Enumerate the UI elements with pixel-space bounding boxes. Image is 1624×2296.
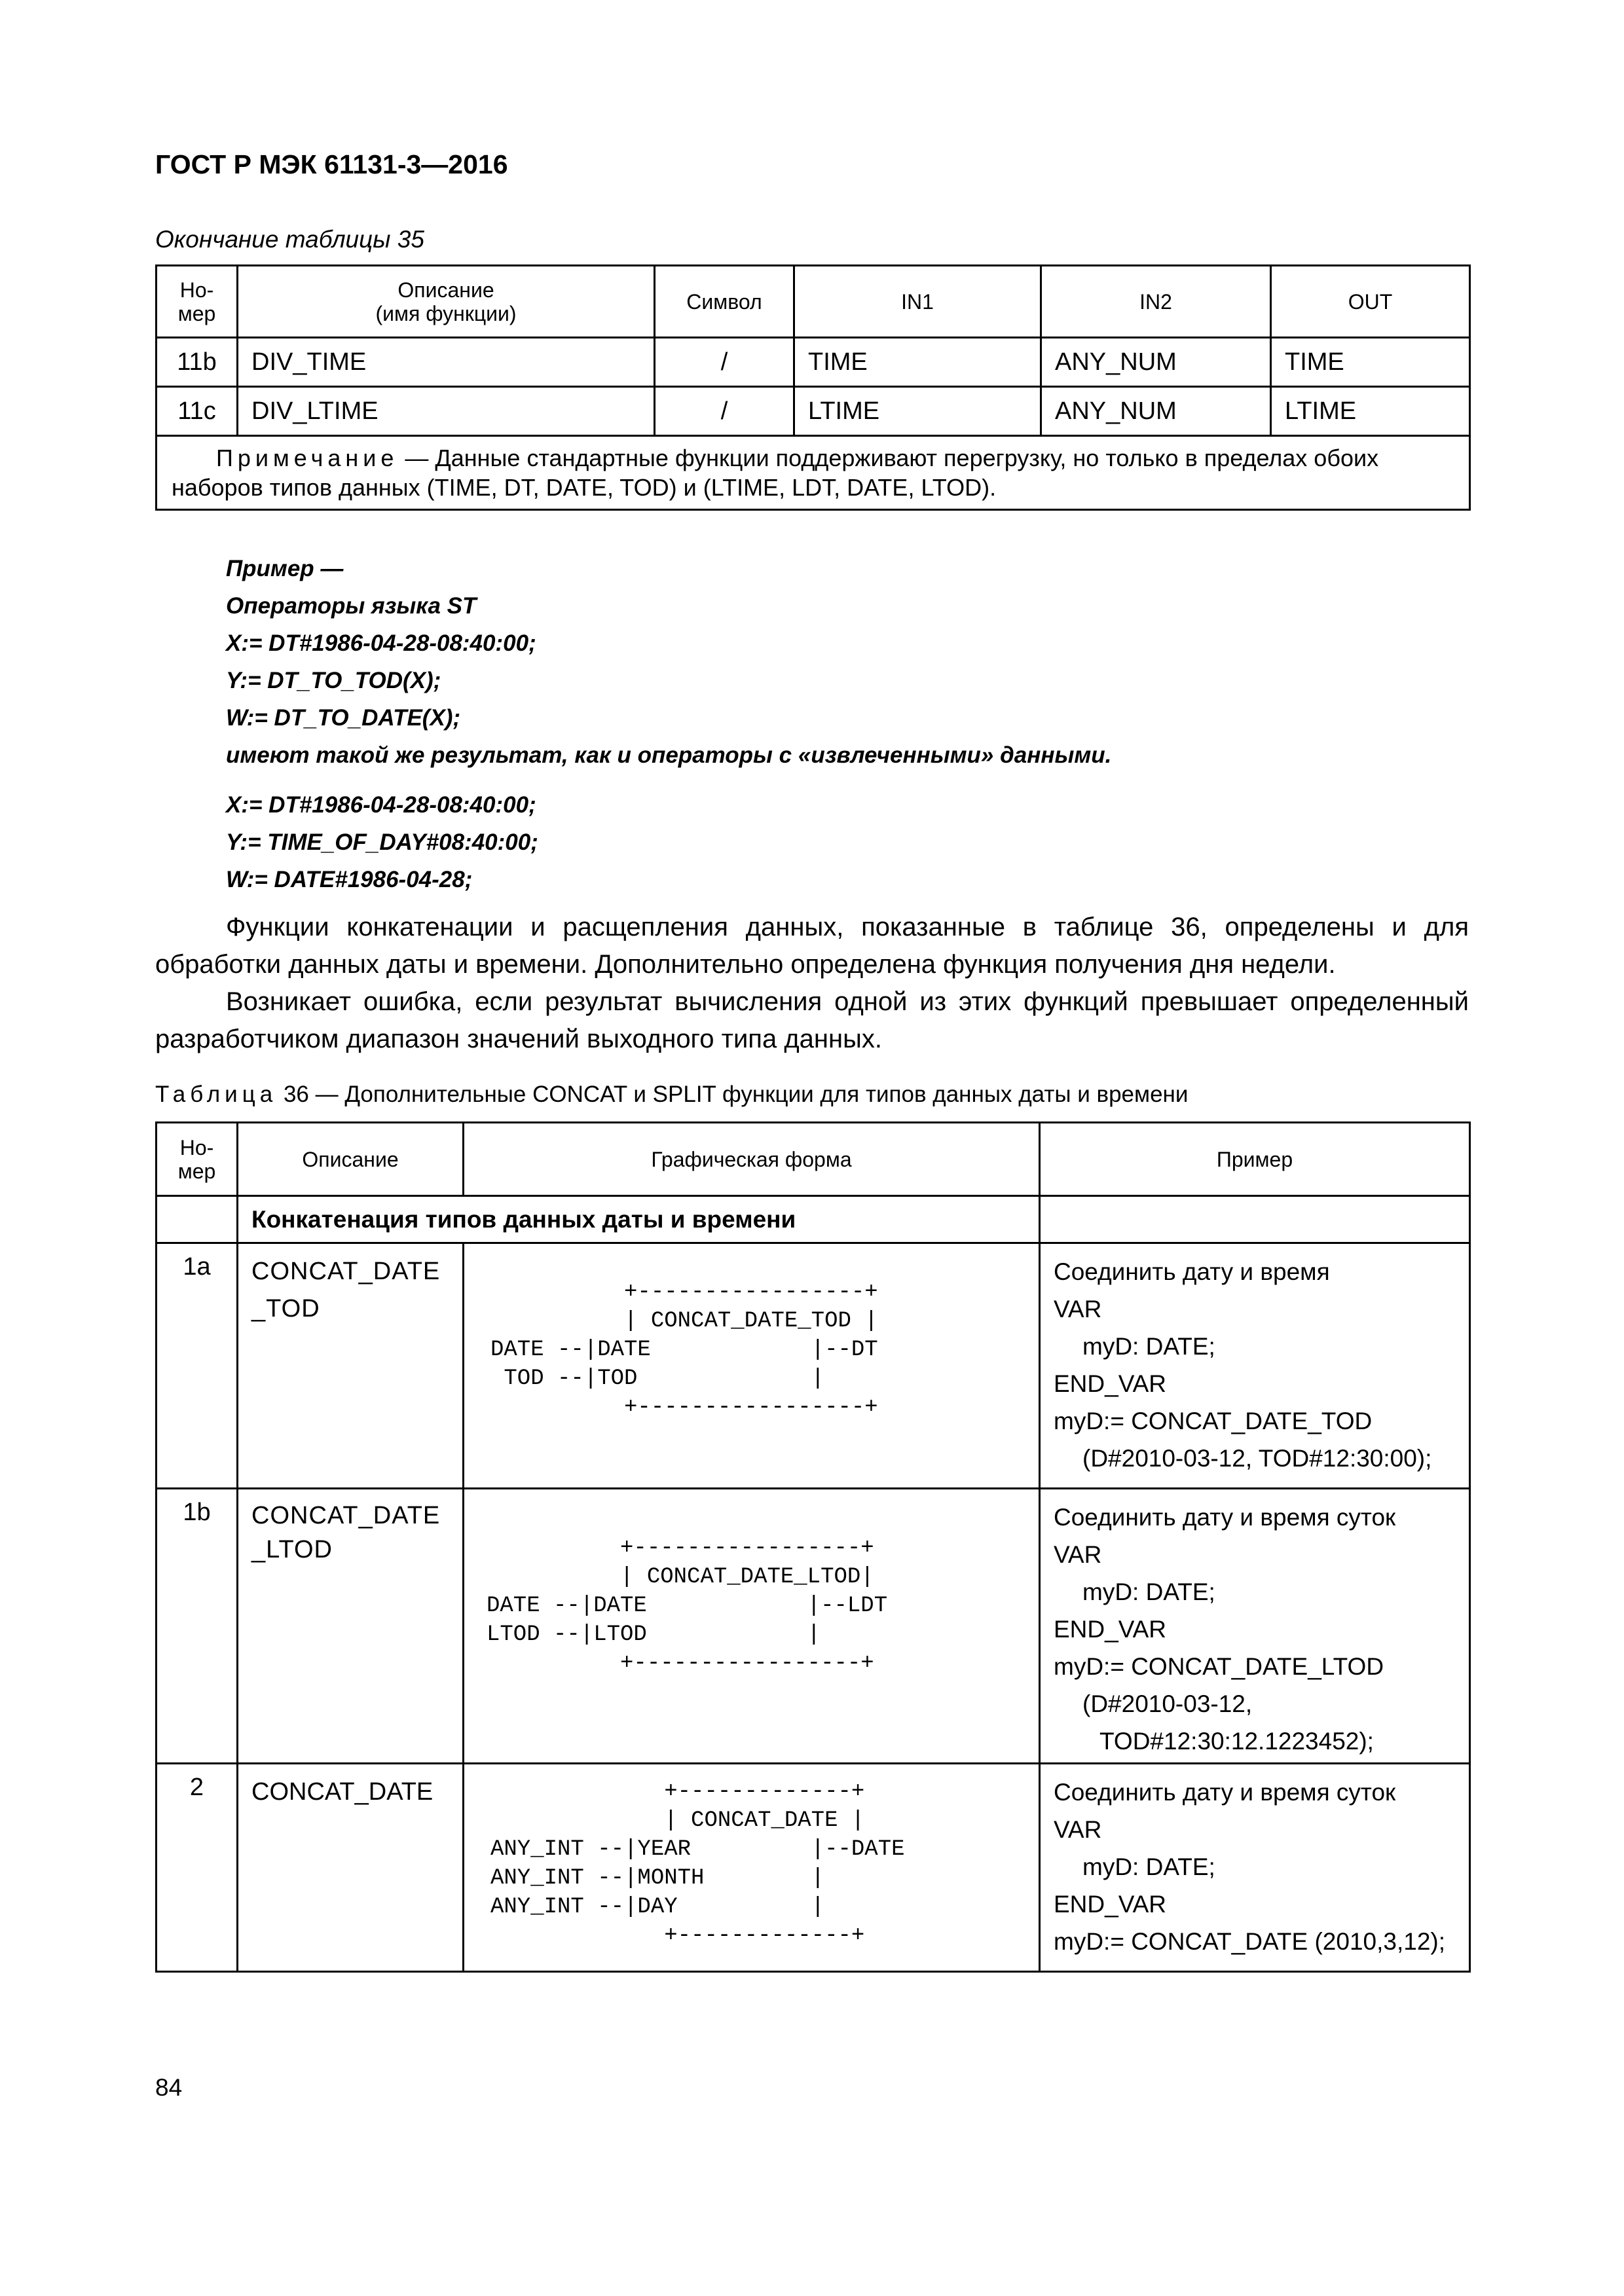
table-row xyxy=(157,1764,1470,1972)
col-header-description: Описание xyxy=(238,1123,464,1196)
cell-description-text: CONCAT_DATE _TOD xyxy=(251,1258,441,1322)
example-text: Соединить дату и время суток xyxy=(1054,1779,1396,1806)
cell-graphic xyxy=(464,1489,1040,1764)
col-header-description xyxy=(238,266,655,338)
cell-number: 1b xyxy=(157,1489,238,1764)
example-line: Пример — xyxy=(226,556,344,581)
example-text: (D#2010-03-12, TOD#12:30:00); xyxy=(1082,1445,1432,1472)
example-text: myD:= CONCAT_DATE_TOD xyxy=(1054,1408,1373,1434)
cell-description: DIV_TIME xyxy=(238,338,655,387)
table-row xyxy=(157,1489,1470,1764)
col-header-symbol: Символ xyxy=(655,266,794,338)
table35 xyxy=(155,264,1471,511)
col-header-number-text: Но- мер xyxy=(177,1135,216,1183)
note-text: — Данные стандартные функции поддерживают перегрузку, но только в пределах обоих наборов типов данных (TIME, DT, DATE, TOD) и (LTIME, LDT, DATE, LTOD). xyxy=(172,445,1379,501)
cell-number: 1a xyxy=(157,1243,238,1489)
cell-in1: LTIME xyxy=(794,387,1041,436)
table35-note-row xyxy=(157,436,1470,510)
cell-graphic xyxy=(464,1764,1040,1972)
example-text: (D#2010-03-12, xyxy=(1082,1690,1253,1717)
example-text: myD: DATE; xyxy=(1082,1333,1215,1360)
table35-header-row xyxy=(157,266,1470,338)
cell-out: TIME xyxy=(1271,338,1470,387)
example-text: myD:= CONCAT_DATE (2010,3,12); xyxy=(1054,1928,1445,1955)
cell-description: DIV_LTIME xyxy=(238,387,655,436)
example-text: myD: DATE; xyxy=(1082,1578,1215,1605)
cell-example xyxy=(1040,1489,1470,1764)
cell-example xyxy=(1040,1764,1470,1972)
cell-description-text: CONCAT_DATE _LTOD xyxy=(251,1502,441,1563)
example-text: myD:= CONCAT_DATE_LTOD xyxy=(1054,1653,1384,1680)
col-header-graphic: Графическая форма xyxy=(464,1123,1040,1196)
cell-description xyxy=(238,1489,464,1764)
page-number: 84 xyxy=(155,2074,183,2101)
example-line: X:= DT#1986-04-28-08:40:00; xyxy=(226,630,536,656)
col-header-in1: IN1 xyxy=(794,266,1041,338)
cell-number: 11c xyxy=(157,387,238,436)
example-line: Y:= DT_TO_TOD(X); xyxy=(226,668,441,693)
example-line: W:= DT_TO_DATE(X); xyxy=(226,705,461,731)
table-row xyxy=(157,1243,1470,1489)
section-empty-cell xyxy=(1040,1196,1470,1243)
paragraph: Функции конкатенации и расщепления данных, показанные в таблице 36, определены и для обработки данных даты и времени. Дополнительно определена функция получения дня недели. xyxy=(155,913,1469,979)
function-block-diagram: +-------------+ | CONCAT_DATE | ANY_INT --|YEAR |--DATE ANY_INT --|MONTH | ANY_INT --|DAY | +-------------+ xyxy=(490,1779,905,1948)
table36-title-label: Таблица xyxy=(155,1082,278,1107)
example-line: W:= DATE#1986-04-28; xyxy=(226,867,473,892)
col-header-number xyxy=(157,1123,238,1196)
document-header: ГОСТ Р МЭК 61131-3—2016 xyxy=(155,149,508,179)
example-text: VAR xyxy=(1054,1296,1102,1322)
example-text: Соединить дату и время суток xyxy=(1054,1504,1396,1531)
example-text: VAR xyxy=(1054,1816,1102,1843)
cell-number: 2 xyxy=(157,1764,238,1972)
cell-description-text: CONCAT_DATE xyxy=(251,1778,434,1806)
col-header-out: OUT xyxy=(1271,266,1470,338)
function-block-diagram: +-----------------+ | CONCAT_DATE_TOD | DATE --|DATE |--DT TOD --|TOD | +-----------------+ xyxy=(490,1280,878,1420)
table36-title xyxy=(155,1082,1188,1108)
col-header-description-text: Описание (имя функции) xyxy=(375,278,517,325)
example-line: X:= DT#1986-04-28-08:40:00; xyxy=(226,792,536,818)
section-title: Конкатенация типов данных даты и времени xyxy=(238,1196,1040,1243)
table35-note xyxy=(157,436,1470,510)
function-block-diagram: +-----------------+ | CONCAT_DATE_LTOD| DATE --|DATE |--LDT LTOD --|LTOD | +-----------------+ xyxy=(487,1536,888,1676)
cell-in2: ANY_NUM xyxy=(1041,387,1271,436)
table36-title-text: 36 — Дополнительные CONCAT и SPLIT функции для типов данных даты и времени xyxy=(277,1082,1189,1107)
col-header-number-text: Но- мер xyxy=(177,278,216,325)
example-text: TOD#12:30:12.1223452); xyxy=(1099,1728,1374,1755)
table35-caption: Окончание таблицы 35 xyxy=(155,226,424,253)
example-line: Операторы языка ST xyxy=(226,593,477,619)
table36 xyxy=(155,1121,1471,1973)
example-line: имеют такой же результат, как и операторы с «извлеченными» данными. xyxy=(226,742,1112,768)
cell-symbol: / xyxy=(655,387,794,436)
example-text: END_VAR xyxy=(1054,1370,1167,1397)
cell-description xyxy=(238,1243,464,1489)
table36-header-row xyxy=(157,1123,1470,1196)
example-text: Соединить дату и время xyxy=(1054,1258,1330,1285)
cell-number: 11b xyxy=(157,338,238,387)
paragraph: Возникает ошибка, если результат вычисления одной из этих функций превышает определенный разработчиком диапазон значений выходного типа данных. xyxy=(155,987,1469,1053)
example-text: myD: DATE; xyxy=(1082,1853,1215,1880)
cell-graphic xyxy=(464,1243,1040,1489)
table-row xyxy=(157,387,1470,436)
cell-out: LTIME xyxy=(1271,387,1470,436)
table-row xyxy=(157,338,1470,387)
col-header-number xyxy=(157,266,238,338)
example-text: VAR xyxy=(1054,1541,1102,1568)
cell-description xyxy=(238,1764,464,1972)
note-label: Примечание xyxy=(216,445,399,471)
example-text: END_VAR xyxy=(1054,1891,1167,1918)
col-header-example: Пример xyxy=(1040,1123,1470,1196)
cell-in2: ANY_NUM xyxy=(1041,338,1271,387)
cell-example xyxy=(1040,1243,1470,1489)
cell-in1: TIME xyxy=(794,338,1041,387)
cell-symbol: / xyxy=(655,338,794,387)
col-header-in2: IN2 xyxy=(1041,266,1271,338)
section-empty-cell xyxy=(157,1196,238,1243)
table36-section-row xyxy=(157,1196,1470,1243)
example-text: END_VAR xyxy=(1054,1616,1167,1643)
example-line: Y:= TIME_OF_DAY#08:40:00; xyxy=(226,829,538,855)
